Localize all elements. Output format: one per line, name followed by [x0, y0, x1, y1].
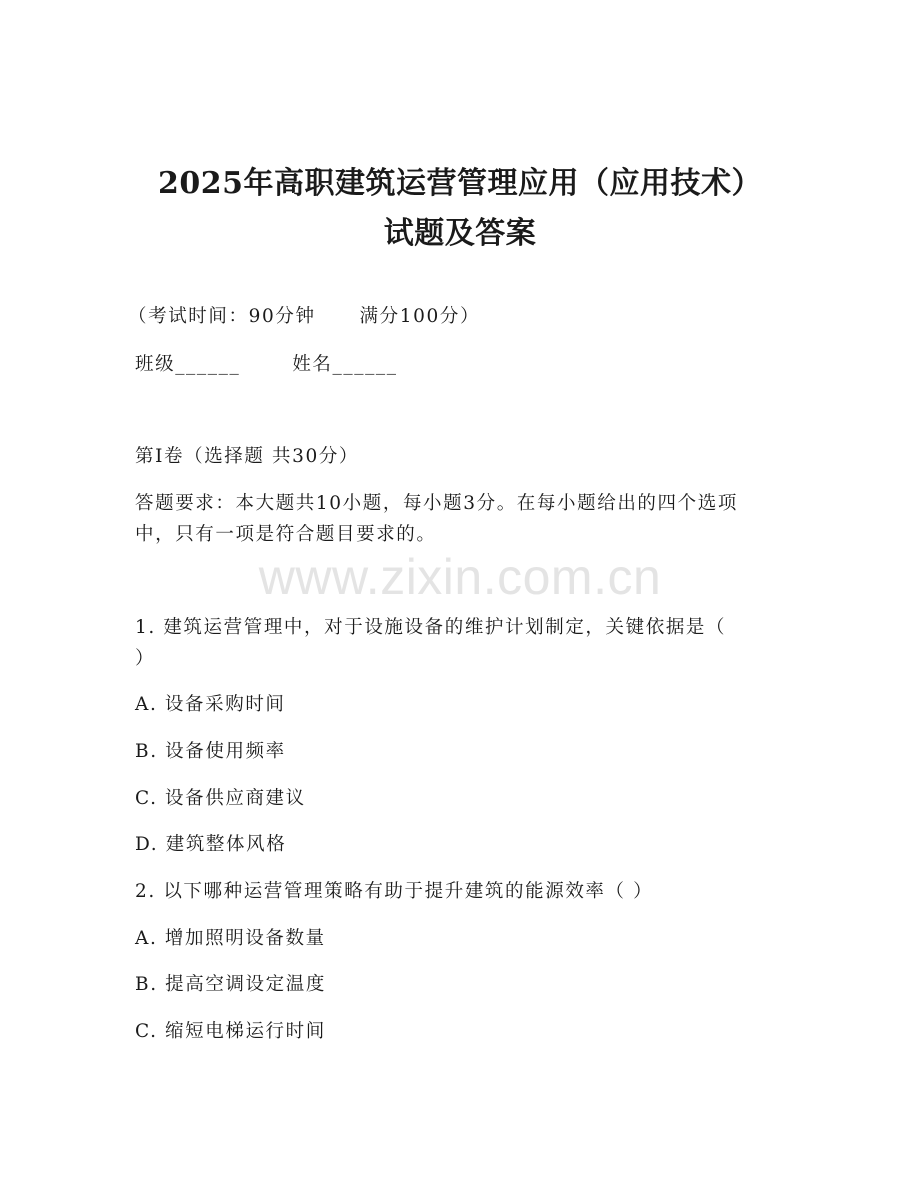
option-a: A. 增加照明设备数量: [135, 928, 326, 949]
option-d: D. 建筑整体风格: [135, 834, 287, 855]
class-field: 班级______: [135, 354, 241, 375]
student-info: [135, 350, 398, 376]
option-b: B. 设备使用频率: [135, 741, 286, 762]
section-requirement-line-2: 中，只有一项是符合题目要求的。: [135, 524, 437, 545]
question-stem-line-1: 2. 以下哪种运营管理策略有助于提升建筑的能源效率（ ）: [135, 881, 654, 902]
exam-score: 满分100分）: [359, 306, 481, 327]
name-field: 姓名______: [292, 354, 398, 375]
option-c: C. 缩短电梯运行时间: [135, 1021, 326, 1042]
section-title: 第I卷（选择题 共30分）: [135, 446, 360, 467]
question-stem-line-1: 1. 建筑运营管理中，对于设施设备的维护计划制定，关键依据是（: [135, 617, 727, 638]
exam-info: [128, 302, 480, 328]
section-requirement-line-1: 答题要求：本大题共10小题，每小题3分。在每小题给出的四个选项: [135, 493, 738, 514]
question-stem-line-2: ）: [135, 648, 156, 669]
title-line-2: 试题及答案: [383, 216, 537, 251]
watermark: www.zixin.com.cn: [258, 549, 662, 605]
option-b: B. 提高空调设定温度: [135, 974, 326, 995]
exam-time: （考试时间：90分钟: [128, 306, 316, 327]
option-c: C. 设备供应商建议: [135, 788, 306, 809]
title-line-1: 2025年高职建筑运营管理应用（应用技术）: [158, 166, 762, 201]
option-a: A. 设备采购时间: [135, 694, 286, 715]
